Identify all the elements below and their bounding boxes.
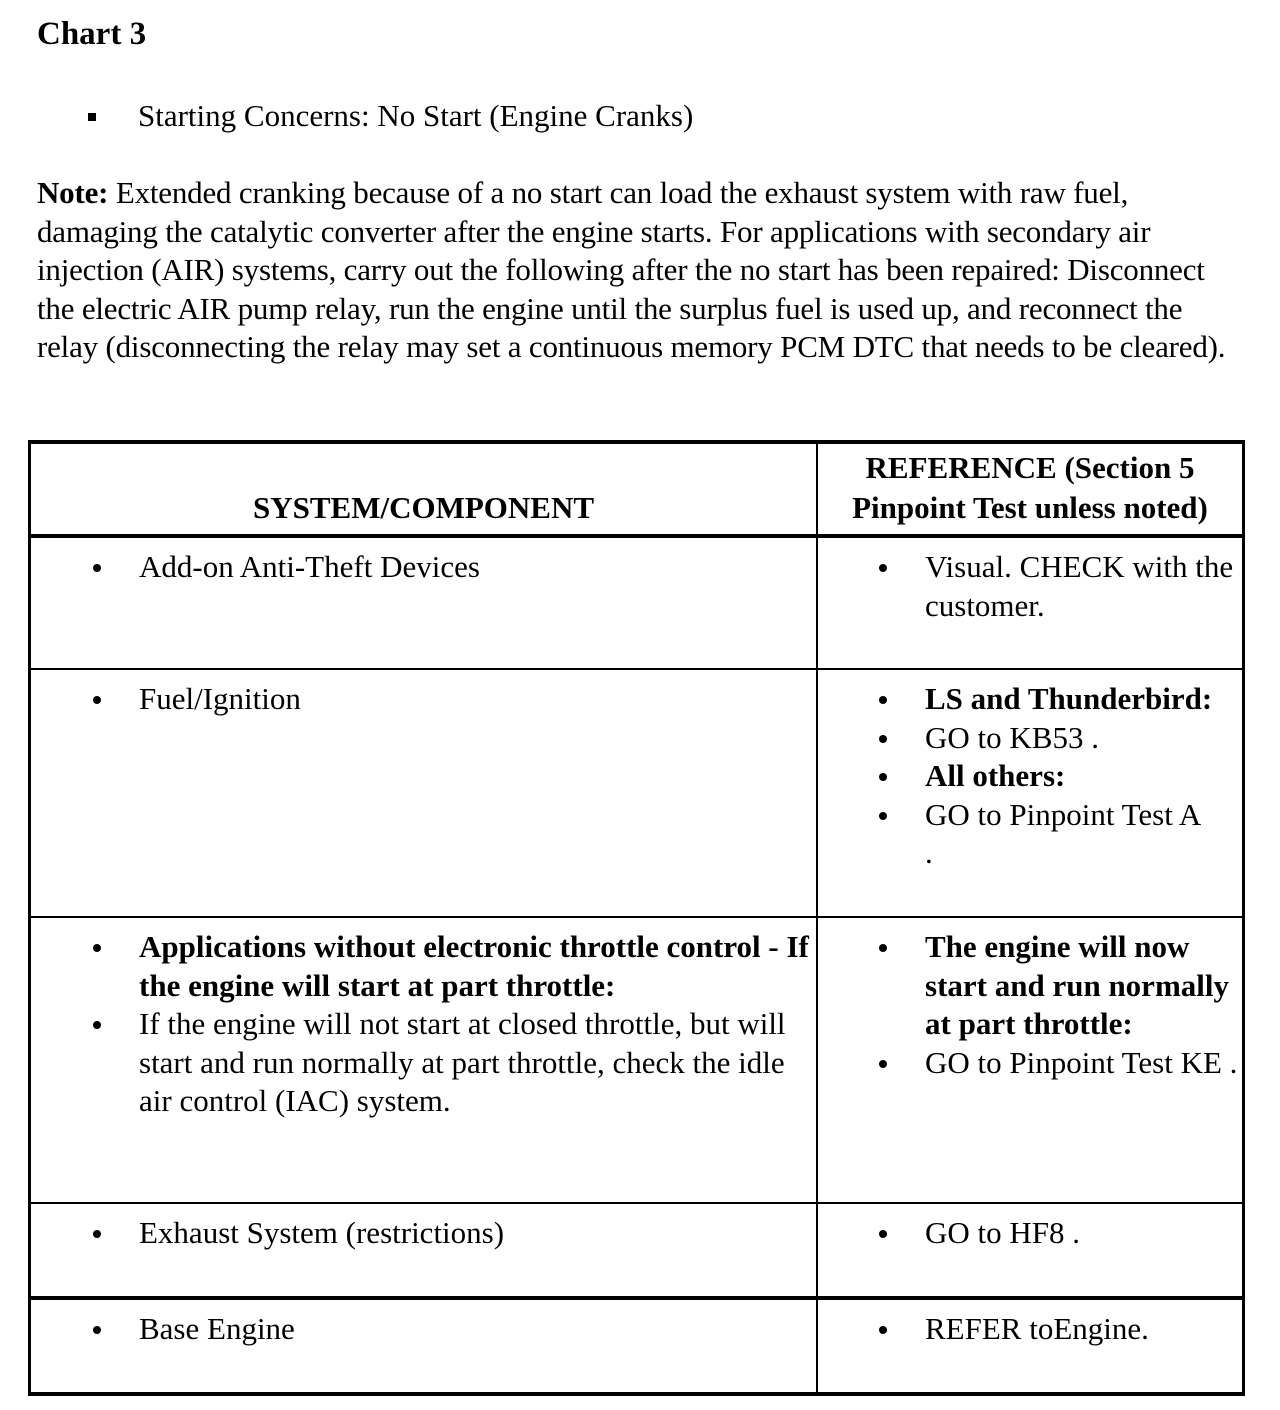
list-item [139, 1005, 816, 1121]
system-list [31, 670, 816, 719]
header-system-component: SYSTEM/COMPONENT [30, 442, 818, 536]
bullet-icon [879, 812, 887, 820]
cell-reference [817, 536, 1244, 669]
cell-reference [817, 917, 1244, 1203]
bullet-icon [93, 944, 101, 952]
table-row [30, 1203, 1244, 1298]
list-item [925, 680, 1242, 719]
list-item-text: REFER toEngine. [925, 1311, 1149, 1346]
square-bullet-icon [88, 113, 96, 121]
reference-list [818, 918, 1242, 1082]
list-item-text: . [925, 835, 933, 870]
bullet-icon [879, 1230, 887, 1238]
list-item-text: If the engine will not start at closed throttle, but will start and run normally at part throttle, check the idle air control (IAC) system. [139, 1006, 786, 1118]
cell-reference [817, 669, 1244, 917]
cell-system-component [30, 1298, 818, 1394]
list-item [925, 719, 1242, 758]
bullet-icon [879, 773, 887, 781]
bullet-icon [879, 944, 887, 952]
header-reference: REFERENCE (Section 5 Pinpoint Test unless noted) [817, 442, 1244, 536]
diagnostic-table [28, 440, 1245, 1396]
list-item-text: Base Engine [139, 1311, 295, 1346]
list-item [139, 680, 816, 719]
bullet-icon [93, 1326, 101, 1334]
table-row [30, 536, 1244, 669]
list-item-text: GO to KB53 . [925, 719, 1099, 755]
reference-list [818, 670, 1242, 873]
list-item [925, 796, 1242, 835]
list-item [139, 1214, 816, 1253]
system-list [31, 1204, 816, 1253]
cell-reference [817, 1298, 1244, 1394]
list-item-text: LS and Thunderbird: [925, 681, 1213, 716]
list-item-text: GO to Pinpoint Test A [925, 796, 1202, 832]
bullet-icon [93, 1230, 101, 1238]
bullet-icon [879, 735, 887, 743]
chart-title: Chart 3 [37, 16, 147, 52]
list-item [925, 928, 1242, 1044]
table-row [30, 1298, 1244, 1394]
table-row [30, 917, 1244, 1203]
cell-reference [817, 1203, 1244, 1298]
bullet-icon [879, 564, 887, 572]
table-row [30, 669, 1244, 917]
concern-bullet [88, 96, 693, 136]
cell-system-component [30, 1203, 818, 1298]
bullet-icon [93, 1021, 101, 1029]
bullet-icon [879, 1060, 887, 1068]
list-item-text: Fuel/Ignition [139, 681, 301, 716]
table-header-row [30, 442, 1244, 536]
list-item-text: GO to Pinpoint Test KE . [925, 1044, 1238, 1080]
system-list [31, 918, 816, 1121]
list-item [139, 928, 816, 1005]
list-item-text: Applications without electronic throttle control - If the engine will start at part throttle: [139, 929, 809, 1003]
bullet-icon [93, 564, 101, 572]
reference-list [818, 1204, 1242, 1253]
reference-list [818, 1300, 1242, 1349]
cell-system-component [30, 536, 818, 669]
concern-text: Starting Concerns: No Start (Engine Cranks) [138, 98, 694, 133]
list-item-text: All others: [925, 758, 1066, 793]
note-text: Extended cranking because of a no start can load the exhaust system with raw fuel, damaging the catalytic converter after the engine starts. For applications with secondary air injection (AIR) systems, carry out the following after the no start has been repaired: Disconnect the electric AIR pump relay, run the engine until the surplus fuel is used up, and reconnect the relay (disconnecting the relay may set a continuous memory PCM DTC that needs to be cleared). [37, 175, 1226, 364]
list-item [139, 548, 816, 587]
list-item [925, 757, 1242, 796]
list-item [925, 1044, 1242, 1083]
list-item [925, 548, 1242, 625]
bullet-icon [879, 1326, 887, 1334]
bullet-icon [93, 696, 101, 704]
list-item-text: GO to HF8 . [925, 1215, 1081, 1250]
note-paragraph [37, 174, 1247, 367]
cell-system-component [30, 669, 818, 917]
cell-system-component [30, 917, 818, 1203]
system-list [31, 538, 816, 587]
reference-list [818, 538, 1242, 625]
bullet-icon [879, 696, 887, 704]
list-item-text: Exhaust System (restrictions) [139, 1215, 505, 1250]
list-item-text: Visual. CHECK with the customer. [925, 549, 1234, 623]
system-list [31, 1300, 816, 1349]
list-item [925, 834, 1242, 873]
list-item [925, 1214, 1242, 1253]
list-item [925, 1310, 1242, 1349]
note-label: Note: [37, 175, 109, 210]
list-item-text: Add-on Anti-Theft Devices [139, 549, 480, 584]
list-item-text: The engine will now start and run normally at part throttle: [925, 929, 1229, 1041]
list-item [139, 1310, 816, 1349]
